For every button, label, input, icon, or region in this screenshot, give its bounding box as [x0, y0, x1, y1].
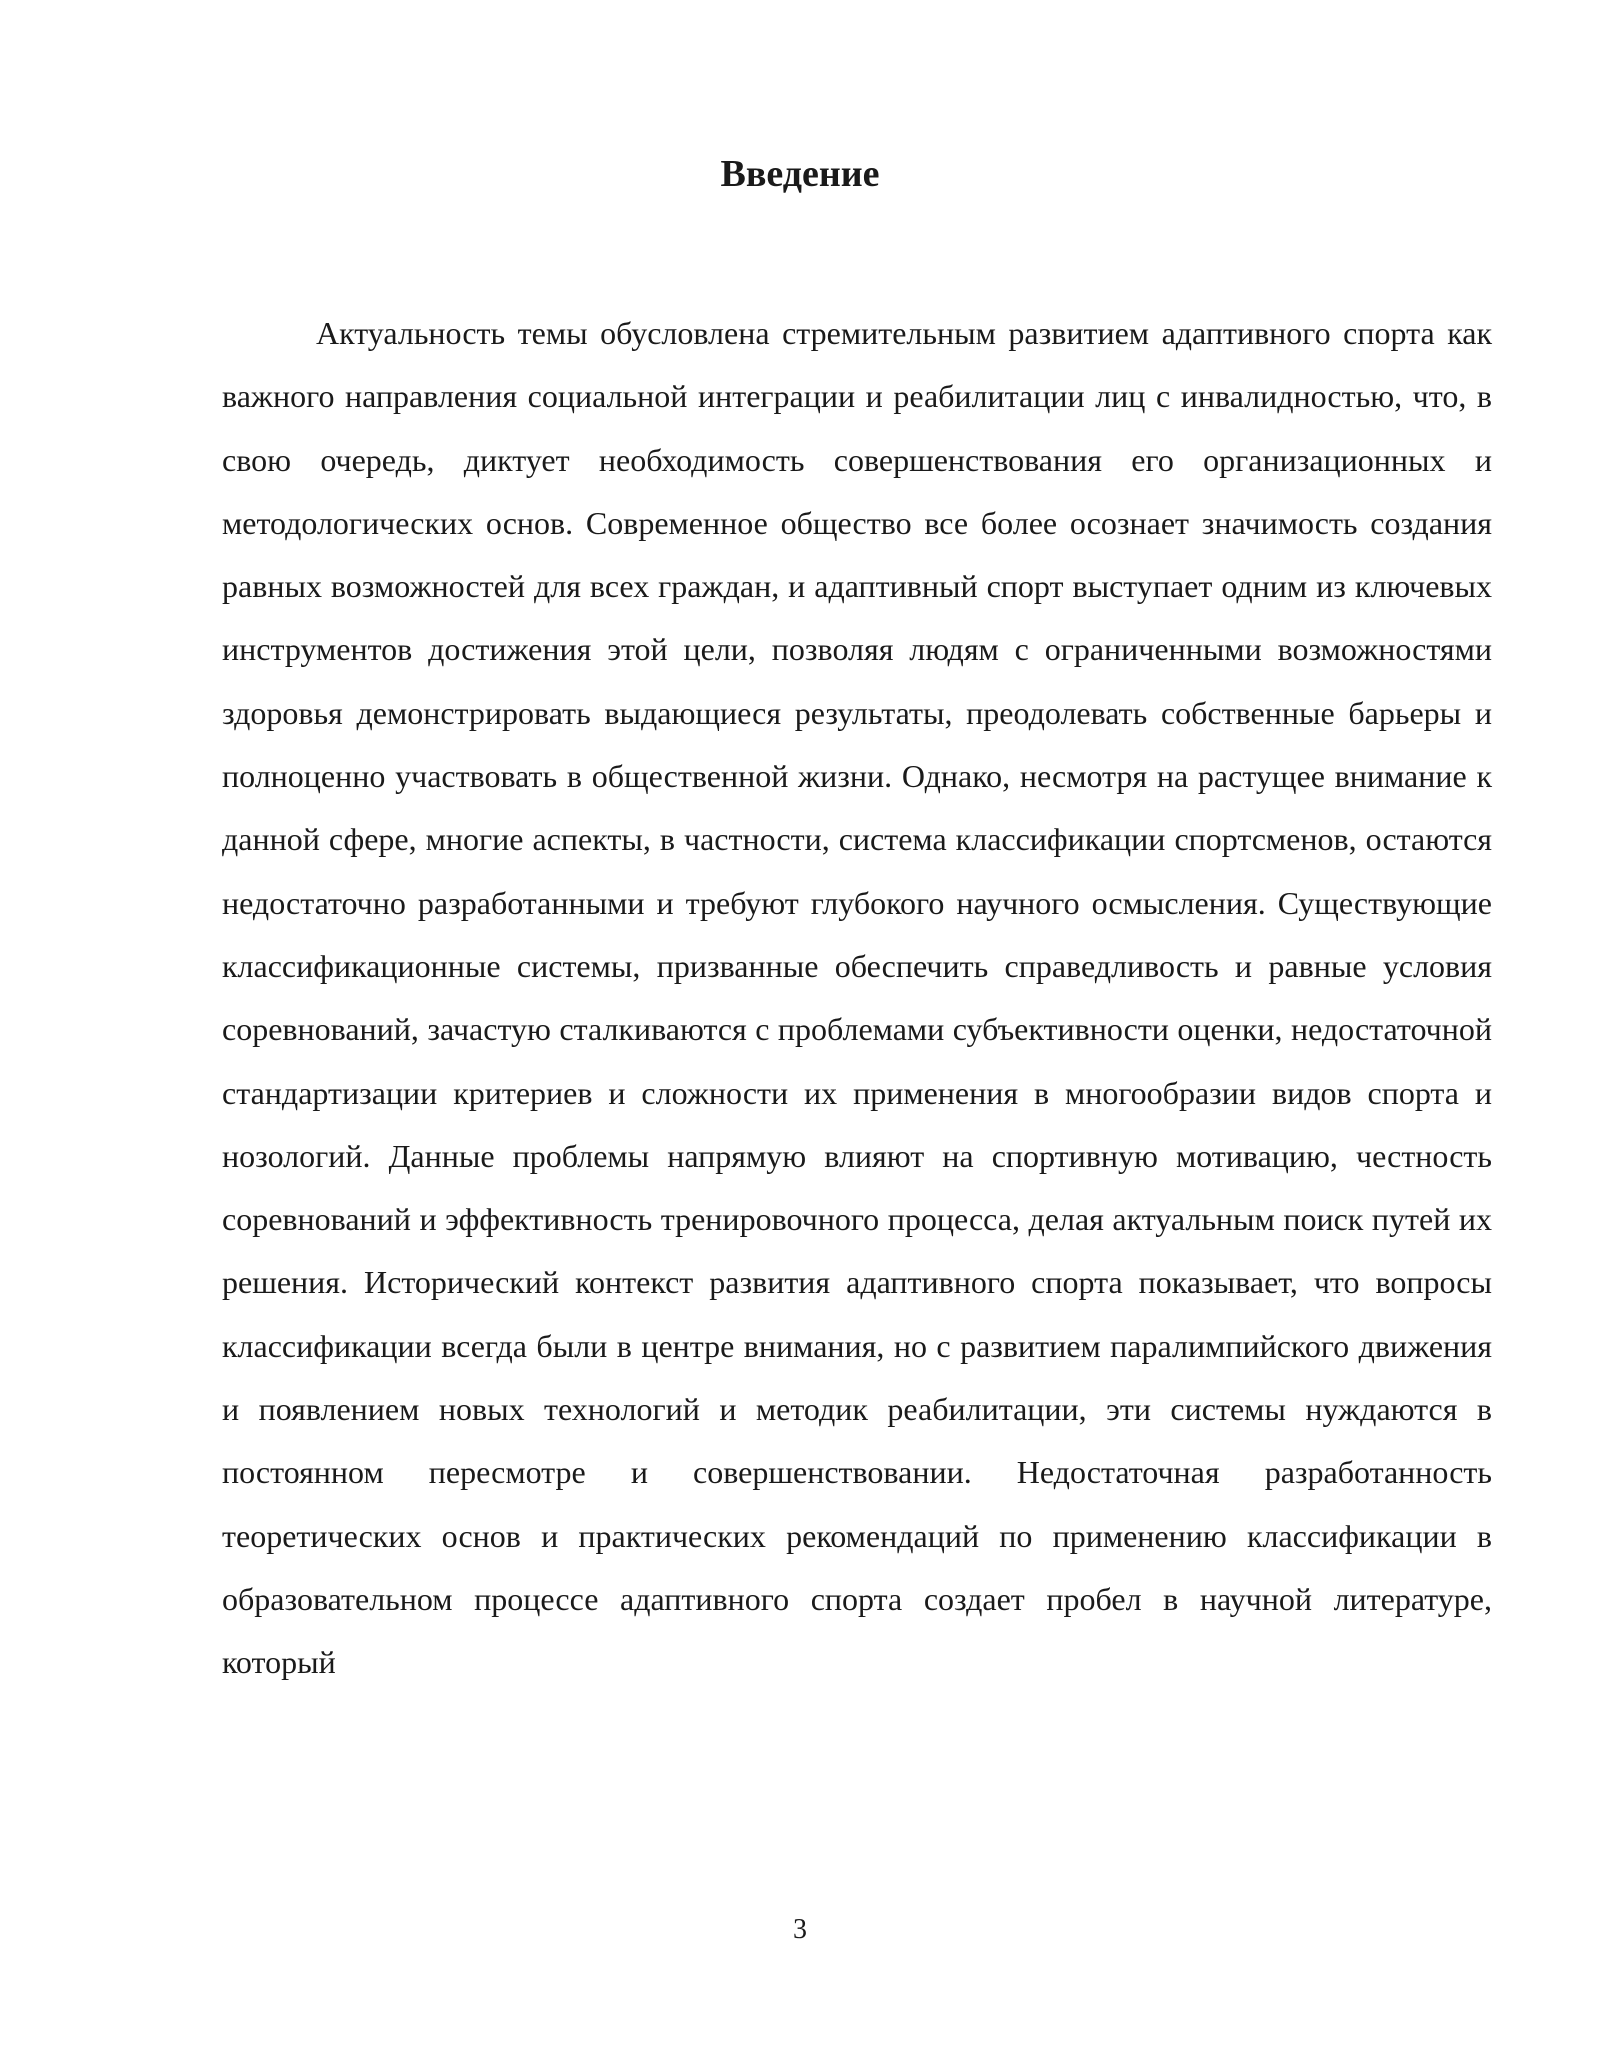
- section-title: Введение: [720, 153, 880, 195]
- page-number: 3: [793, 1914, 807, 1945]
- body-paragraph: Актуальность темы обусловлена стремительным развитием адаптивного спорта как важного направления социальной интеграции и реабилитации лиц с инвалидностью, что, в свою очередь, диктует необходимость совершенствования его организационных и методологических основ. Современное общество все более осознает значимость создания равных возможностей для всех граждан, и адаптивный спорт выступает одним из ключевых инструментов достижения этой цели, позволяя людям с ограниченными возможностями здоровья демонстрировать выдающиеся результаты, преодолевать собственные барьеры и полноценно участвовать в общественной жизни. Однако, несмотря на растущее внимание к данной сфере, многие аспекты, в частности, система классификации спортсменов, остаются недостаточно разработанными и требуют глубокого научного осмысления. Существующие классификационные системы, призванные обеспечить справедливость и равные условия соревнований, зачастую сталкиваются с проблемами субъективности оценки, недостаточной стандартизации критериев и сложности их применения в многообразии видов спорта и нозологий. Данные проблемы напрямую влияют на спортивную мотивацию, честность соревнований и эффективность тренировочного процесса, делая актуальным поиск путей их решения. Исторический контекст развития адаптивного спорта показывает, что вопросы классификации всегда были в центре внимания, но с развитием паралимпийского движения и появлением новых технологий и методик реабилитации, эти системы нуждаются в постоянном пересмотре и совершенствовании. Недостаточная разработанность теоретических основ и практических рекомендаций по применению классификации в образовательном процессе адаптивного спорта создает пробел в научной литературе, который: [222, 315, 1492, 1681]
